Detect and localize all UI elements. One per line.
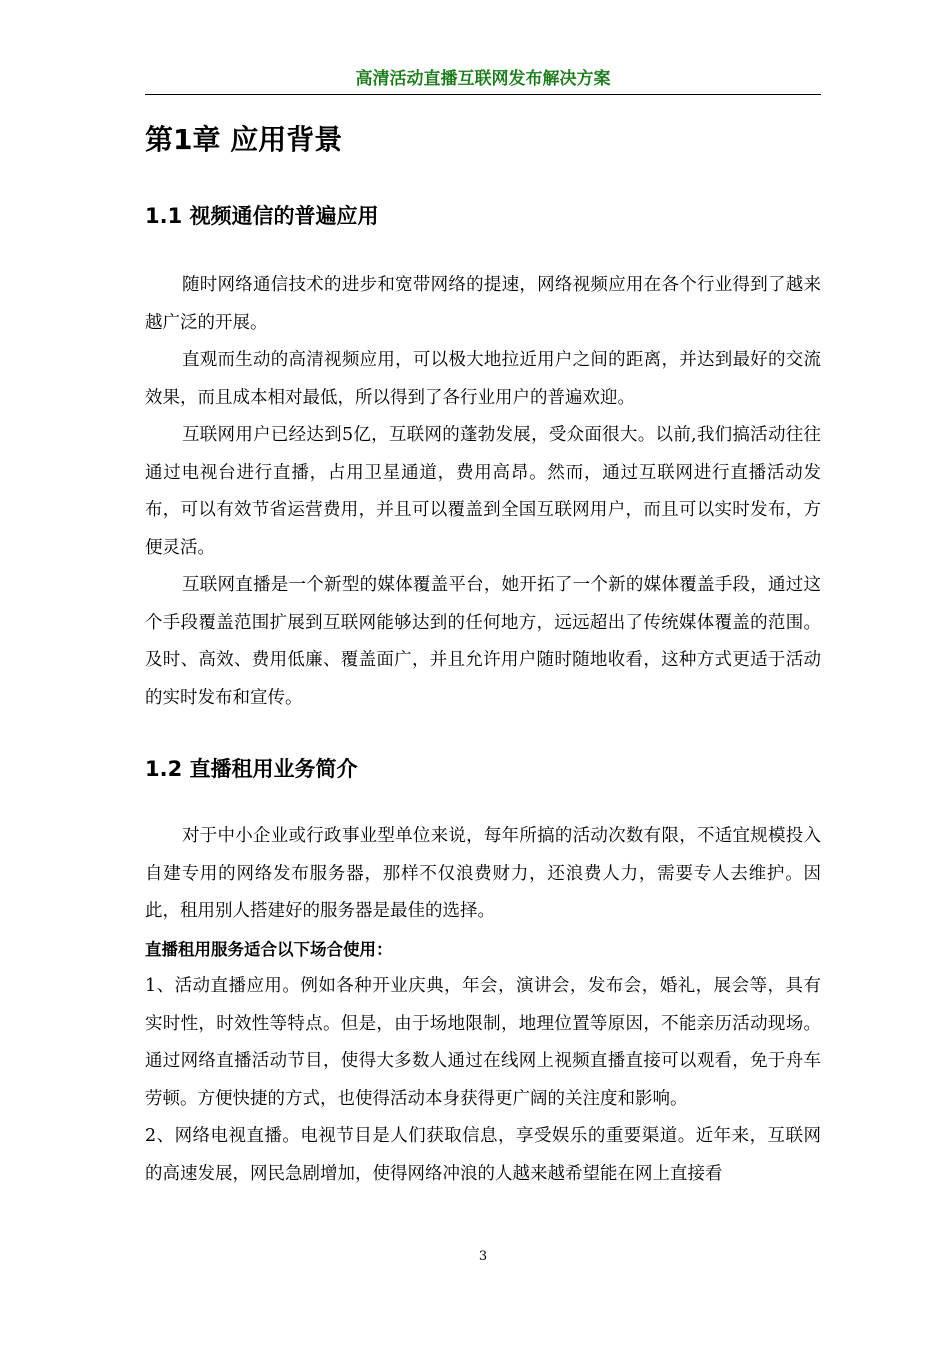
- section-title-1-1: 1.1 视频通信的普遍应用: [145, 204, 379, 228]
- paragraph: 互联网直播是一个新型的媒体覆盖平台，她开拓了一个新的媒体覆盖手段，通过这个手段覆盖范围扩展到互联网能够达到的任何地方，远远超出了传统媒体覆盖的范围。及时、高效、费用低廉、覆盖面广，并且允许用户随时随地收看，这种方式更适于活动的实时发布和宣传。: [145, 575, 821, 708]
- list-item: 2、网络电视直播。电视节目是人们获取信息，享受娱乐的重要渠道。近年来，互联网的高速发展，网民急剧增加，使得网络冲浪的人越来越希望能在网上直接看: [145, 1126, 821, 1184]
- paragraph: 直观而生动的高清视频应用，可以极大地拉近用户之间的距离，并达到最好的交流效果，而且成本相对最低，所以得到了各行业用户的普遍欢迎。: [145, 350, 821, 408]
- header-divider: [145, 94, 821, 95]
- list-item: 1、活动直播应用。例如各种开业庆典，年会，演讲会，发布会，婚礼，展会等，具有实时性，时效性等特点。但是，由于场地限制，地理位置等原因，不能亲历活动现场。通过网络直播活动节目，使得大多数人通过在线网上视频直播直接可以观看，免于舟车劳顿。方便快捷的方式，也使得活动本身获得更广阔的关注度和影响。: [145, 976, 821, 1109]
- chapter-title: 第1章 应用背景: [145, 123, 343, 156]
- section-1-2-body: [145, 818, 821, 1193]
- paragraph: 随时网络通信技术的进步和宽带网络的提速，网络视频应用在各个行业得到了越来越广泛的开展。: [145, 275, 821, 333]
- section-title-1-2: 1.2 直播租用业务简介: [145, 757, 358, 781]
- paragraph: 互联网用户已经达到5亿，互联网的蓬勃发展，受众面很大。以前,我们搞活动往往通过电视台进行直播，占用卫星通道，费用高昂。然而，通过互联网进行直播活动发布，可以有效节省运营费用，并且可以覆盖到全国互联网用户，而且可以实时发布，方便灵活。: [145, 425, 821, 558]
- page-number: 3: [478, 1249, 488, 1264]
- list-heading: 直播租用服务适合以下场合使用：: [145, 939, 393, 959]
- paragraph: 对于中小企业或行政事业型单位来说，每年所搞的活动次数有限，不适宜规模投入自建专用的网络发布服务器，那样不仅浪费财力，还浪费人力，需要专人去维护。因此，租用别人搭建好的服务器是最佳的选择。: [145, 826, 821, 921]
- running-header: 高清活动直播互联网发布解决方案: [355, 69, 611, 89]
- section-1-1-body: [145, 267, 821, 717]
